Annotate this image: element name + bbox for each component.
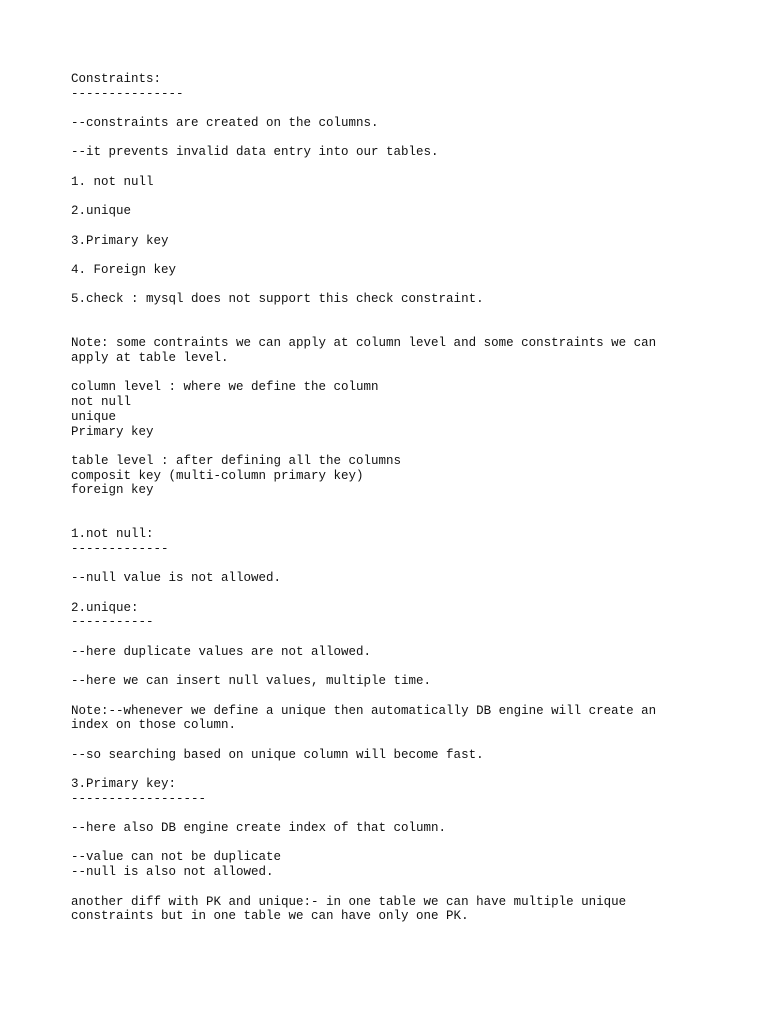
text-line: constraints but in one table we can have only one PK. (71, 909, 469, 924)
text-line: Primary key (71, 424, 154, 439)
blank-line (71, 190, 751, 205)
text-line: --constraints are created on the columns. (71, 116, 379, 131)
text-line: another diff with PK and unique:- in one table we can have multiple unique (71, 894, 627, 909)
text-line: 2.unique: (71, 600, 139, 615)
text-line: Note: some contraints we can apply at column level and some constraints we can (71, 336, 657, 351)
text-line: index on those column. (71, 718, 237, 733)
text-line: --------------- (71, 86, 184, 101)
document-page (71, 72, 751, 924)
blank-line (71, 498, 751, 513)
blank-line (71, 219, 751, 234)
text-line: --here duplicate values are not allowed. (71, 644, 372, 659)
text-line: unique (71, 409, 117, 424)
blank-line (71, 586, 751, 601)
text-line: 1. not null (71, 174, 154, 189)
text-line: not null (71, 395, 132, 410)
text-line: apply at table level. (71, 351, 229, 366)
blank-line (71, 248, 751, 263)
blank-line (71, 806, 751, 821)
text-line: foreign key (71, 483, 154, 498)
text-line: --it prevents invalid data entry into our tables. (71, 145, 439, 160)
blank-line (71, 131, 751, 146)
text-line: 4. Foreign key (71, 262, 177, 277)
blank-line (71, 101, 751, 116)
blank-line (71, 307, 751, 322)
text-line: --so searching based on unique column will become fast. (71, 747, 484, 762)
text-line: 5.check : mysql does not support this check constraint. (71, 292, 484, 307)
blank-line (71, 630, 751, 645)
text-line: column level : where we define the column (71, 380, 379, 395)
text-line: composit key (multi-column primary key) (71, 468, 364, 483)
blank-line (71, 880, 751, 895)
text-line: ------------------ (71, 791, 207, 806)
blank-line (71, 733, 751, 748)
text-line: 1.not null: (71, 527, 154, 542)
blank-line (71, 322, 751, 337)
text-line: Constraints: (71, 72, 162, 86)
text-line: 3.Primary key: (71, 777, 177, 791)
blank-line (71, 513, 751, 528)
blank-line (71, 278, 751, 293)
text-line: ----------- (71, 615, 154, 630)
text-line: ------------- (71, 542, 169, 556)
text-line: --value can not be duplicate (71, 850, 282, 865)
text-line: Note:--whenever we define a unique then automatically DB engine will create an (71, 703, 657, 718)
blank-line (71, 836, 751, 851)
text-line: --null value is not allowed. (71, 571, 282, 586)
blank-line (71, 366, 751, 381)
text-line: 3.Primary key (71, 233, 169, 248)
blank-line (71, 439, 751, 454)
text-line: table level : after defining all the columns (71, 453, 402, 468)
text-line: 2.unique (71, 204, 132, 219)
blank-line (71, 160, 751, 175)
blank-line (71, 660, 751, 675)
text-line: --null is also not allowed. (71, 865, 274, 880)
text-line: --here we can insert null values, multiple time. (71, 674, 432, 689)
blank-line (71, 762, 751, 777)
text-line: --here also DB engine create index of that column. (71, 821, 447, 836)
blank-line (71, 689, 751, 704)
blank-line (71, 557, 751, 572)
